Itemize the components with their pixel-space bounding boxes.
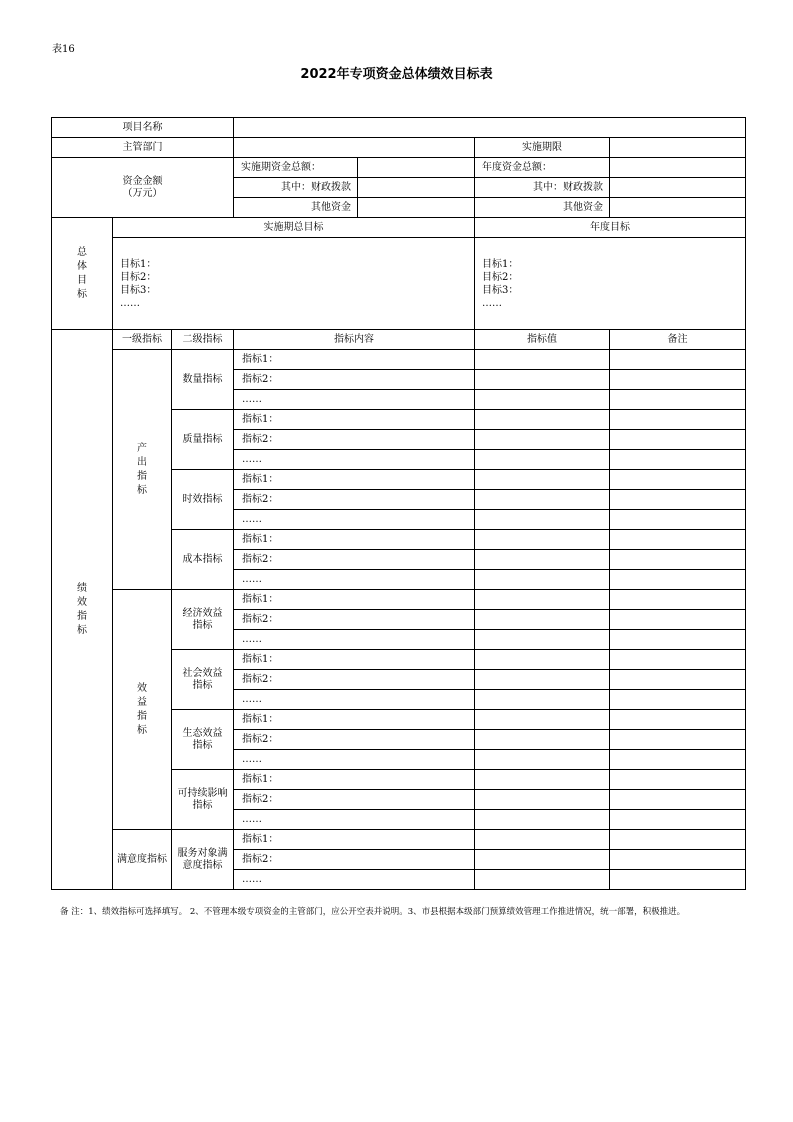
overall-goal-char: 目	[77, 274, 87, 286]
sustainable-indicator-label: 可持续影响指标	[172, 770, 234, 830]
satisfaction-indicator-label: 满意度指标	[113, 830, 172, 890]
annual-goal-content[interactable]	[475, 238, 746, 330]
quantity-indicator-label: 数量指标	[172, 350, 234, 410]
indicator-value-cell[interactable]	[475, 390, 610, 410]
period-other-label: 其他资金	[234, 198, 358, 218]
indicator-row-label[interactable]: ……	[234, 750, 475, 770]
indicator-remark-cell[interactable]	[610, 410, 746, 430]
indicator-remark-cell[interactable]	[610, 390, 746, 410]
indicator-row-label[interactable]: ……	[234, 690, 475, 710]
indicator-remark-cell[interactable]	[610, 650, 746, 670]
indicator-row-label[interactable]: 指标2：	[234, 610, 475, 630]
period-goal-content[interactable]	[113, 238, 475, 330]
overall-goal-char: 体	[77, 260, 87, 272]
indicator-value-cell[interactable]	[475, 630, 610, 650]
annual-other-value[interactable]	[610, 198, 746, 218]
indicator-row-label[interactable]: 指标2：	[234, 850, 475, 870]
indicator-remark-cell[interactable]	[610, 510, 746, 530]
project-name-label: 项目名称	[52, 118, 234, 138]
indicator-value-cell[interactable]	[475, 770, 610, 790]
indicator-row-label[interactable]: 指标2：	[234, 490, 475, 510]
indicator-value-cell[interactable]	[475, 610, 610, 630]
value-header: 指标值	[475, 330, 610, 350]
indicator-remark-cell[interactable]	[610, 830, 746, 850]
indicator-row-label[interactable]: 指标1：	[234, 410, 475, 430]
indicator-remark-cell[interactable]	[610, 870, 746, 890]
indicator-value-cell[interactable]	[475, 570, 610, 590]
timeliness-indicator-label: 时效指标	[172, 470, 234, 530]
indicator-row-label[interactable]: ……	[234, 450, 475, 470]
funds-unit-text: （万元）	[122, 187, 163, 199]
indicator-value-cell[interactable]	[475, 690, 610, 710]
indicator-remark-cell[interactable]	[610, 730, 746, 750]
overall-goal-char: 总	[77, 246, 87, 258]
indicator-row-label[interactable]: 指标1：	[234, 650, 475, 670]
indicator-value-cell[interactable]	[475, 510, 610, 530]
indicator-value-cell[interactable]	[475, 370, 610, 390]
indicator-row-label[interactable]: ……	[234, 870, 475, 890]
project-name-value[interactable]	[234, 118, 746, 138]
indicator-remark-cell[interactable]	[610, 710, 746, 730]
performance-indicator-label	[52, 330, 113, 890]
indicator-row-label[interactable]: 指标1：	[234, 470, 475, 490]
indicator-remark-cell[interactable]	[610, 770, 746, 790]
period-total-value[interactable]	[358, 158, 475, 178]
ecological-indicator-label: 生态效益指标	[172, 710, 234, 770]
indicator-value-cell[interactable]	[475, 430, 610, 450]
service-satisfaction-label: 服务对象满意度指标	[172, 830, 234, 890]
indicator-row-label[interactable]: ……	[234, 810, 475, 830]
period-other-value[interactable]	[358, 198, 475, 218]
indicator-row-label[interactable]: 指标1：	[234, 590, 475, 610]
indicator-remark-cell[interactable]	[610, 590, 746, 610]
output-indicator-text: 产出指标	[137, 442, 147, 496]
indicator-remark-cell[interactable]	[610, 370, 746, 390]
indicator-row-label[interactable]: ……	[234, 630, 475, 650]
indicator-value-cell[interactable]	[475, 750, 610, 770]
goal-item: ……	[120, 297, 140, 309]
dept-label: 主管部门	[52, 138, 234, 158]
indicator-remark-cell[interactable]	[610, 530, 746, 550]
overall-goal-label	[52, 218, 113, 330]
annual-other-label: 其他资金	[475, 198, 610, 218]
annual-total-value[interactable]	[610, 158, 746, 178]
goal-item: ……	[482, 297, 503, 309]
indicator-value-cell[interactable]	[475, 670, 610, 690]
benefit-indicator-text: 效益指标	[137, 682, 147, 736]
indicator-row-label[interactable]: 指标1：	[234, 830, 475, 850]
quality-indicator-label: 质量指标	[172, 410, 234, 470]
indicator-value-cell[interactable]	[475, 850, 610, 870]
social-indicator-label: 社会效益指标	[172, 650, 234, 710]
indicator-remark-cell[interactable]	[610, 550, 746, 570]
annual-fiscal-label: 其中：财政拨款	[475, 178, 610, 198]
period-goal-header: 实施期总目标	[113, 218, 475, 238]
indicator-remark-cell[interactable]	[610, 470, 746, 490]
indicator-row-label[interactable]: 指标2：	[234, 670, 475, 690]
indicator-remark-cell[interactable]	[610, 670, 746, 690]
cost-indicator-label: 成本指标	[172, 530, 234, 590]
period-total-label: 实施期资金总额：	[234, 158, 358, 178]
indicator-remark-cell[interactable]	[610, 750, 746, 770]
indicator-value-cell[interactable]	[475, 730, 610, 750]
indicator-value-cell[interactable]	[475, 350, 610, 370]
period-value[interactable]	[610, 138, 746, 158]
indicator-remark-cell[interactable]	[610, 450, 746, 470]
annual-fiscal-value[interactable]	[610, 178, 746, 198]
indicator-value-cell[interactable]	[475, 650, 610, 670]
overall-goal-char: 标	[77, 288, 87, 300]
indicator-value-cell[interactable]	[475, 710, 610, 730]
goal-item: 目标1：	[120, 258, 157, 270]
indicator-value-cell[interactable]	[475, 450, 610, 470]
annual-goal-header: 年度目标	[475, 218, 746, 238]
remark-header: 备注	[610, 330, 746, 350]
output-indicator-label	[113, 350, 172, 590]
indicator-remark-cell[interactable]	[610, 490, 746, 510]
indicator-value-cell[interactable]	[475, 810, 610, 830]
goal-item: 目标1：	[482, 258, 519, 270]
level2-header: 二级指标	[172, 330, 234, 350]
indicator-remark-cell[interactable]	[610, 430, 746, 450]
indicator-value-cell[interactable]	[475, 410, 610, 430]
table-number-label: 表16	[52, 44, 75, 55]
indicator-value-cell[interactable]	[475, 870, 610, 890]
content-header: 指标内容	[234, 330, 475, 350]
indicator-value-cell[interactable]	[475, 530, 610, 550]
indicator-remark-cell[interactable]	[610, 610, 746, 630]
funds-label	[52, 158, 234, 218]
performance-goal-table	[51, 117, 746, 890]
indicator-value-cell[interactable]	[475, 490, 610, 510]
indicator-remark-cell[interactable]	[610, 810, 746, 830]
page-title: 2022年专项资金总体绩效目标表	[300, 67, 493, 82]
indicator-row-label[interactable]: 指标1：	[234, 530, 475, 550]
indicator-remark-cell[interactable]	[610, 570, 746, 590]
annual-total-label: 年度资金总额：	[475, 158, 610, 178]
indicator-value-cell[interactable]	[475, 790, 610, 810]
period-fiscal-value[interactable]	[358, 178, 475, 198]
indicator-row-label[interactable]: ……	[234, 570, 475, 590]
dept-value[interactable]	[234, 138, 475, 158]
indicator-value-cell[interactable]	[475, 830, 610, 850]
period-fiscal-label: 其中：财政拨款	[234, 178, 358, 198]
indicator-remark-cell[interactable]	[610, 850, 746, 870]
indicator-row-label[interactable]: 指标2：	[234, 730, 475, 750]
footnote: 备 注：1、绩效指标可选择填写。 2、不管理本级专项资金的主管部门，应公开空表并说明。3、市县根据本级部门预算绩效管理工作推进情况，统一部署，积极推进。	[60, 907, 686, 917]
indicator-remark-cell[interactable]	[610, 630, 746, 650]
indicator-row-label[interactable]: 指标1：	[234, 350, 475, 370]
goal-item: 目标3：	[120, 284, 157, 296]
level1-header: 一级指标	[113, 330, 172, 350]
indicator-row-label[interactable]: 指标1：	[234, 710, 475, 730]
indicator-remark-cell[interactable]	[610, 690, 746, 710]
indicator-row-label[interactable]: 指标2：	[234, 790, 475, 810]
indicator-value-cell[interactable]	[475, 550, 610, 570]
indicator-row-label[interactable]: 指标1：	[234, 770, 475, 790]
benefit-indicator-label	[113, 590, 172, 830]
indicator-row-label[interactable]: 指标2：	[234, 550, 475, 570]
performance-indicator-text: 绩效指标	[77, 582, 87, 636]
indicator-row-label[interactable]: ……	[234, 510, 475, 530]
goal-item: 目标3：	[482, 284, 519, 296]
indicator-row-label[interactable]: 指标2：	[234, 430, 475, 450]
indicator-remark-cell[interactable]	[610, 790, 746, 810]
indicator-remark-cell[interactable]	[610, 350, 746, 370]
indicator-value-cell[interactable]	[475, 470, 610, 490]
funds-label-text: 资金金额	[122, 175, 163, 187]
period-label: 实施期限	[475, 138, 610, 158]
indicator-row-label[interactable]: 指标2：	[234, 370, 475, 390]
goal-item: 目标2：	[120, 271, 157, 283]
indicator-row-label[interactable]: ……	[234, 390, 475, 410]
goal-item: 目标2：	[482, 271, 519, 283]
indicator-value-cell[interactable]	[475, 590, 610, 610]
economic-indicator-label: 经济效益指标	[172, 590, 234, 650]
